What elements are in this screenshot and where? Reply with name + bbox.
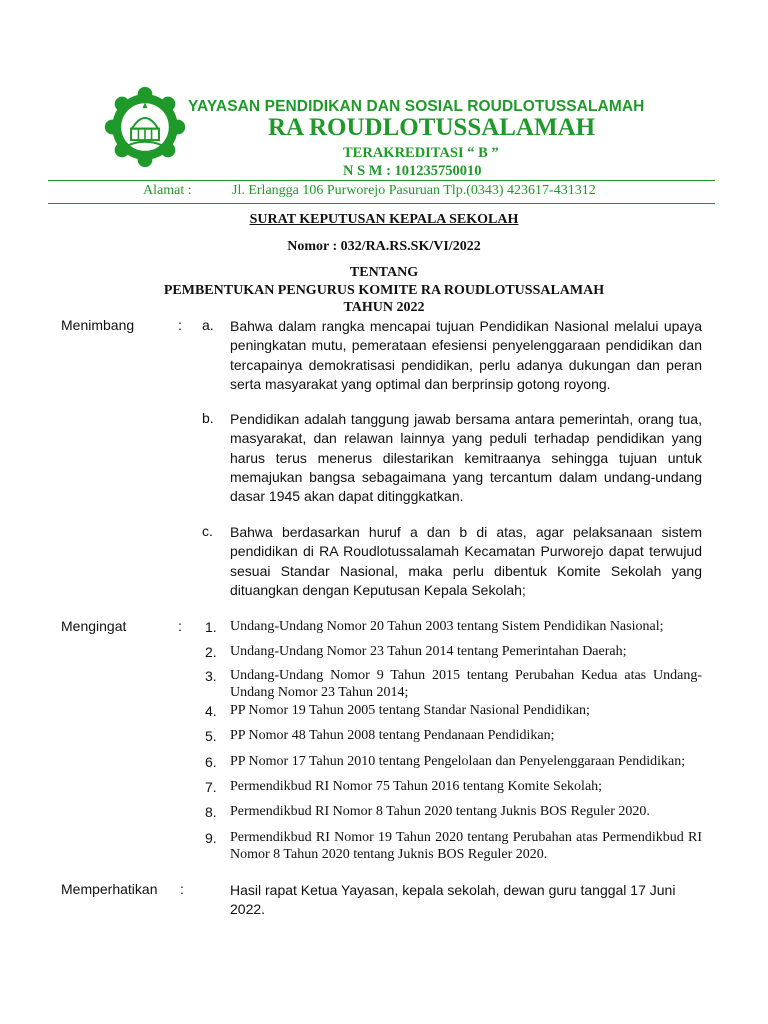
mengingat-item: Permendikbud RI Nomor 75 Tahun 2016 tentang Komite Sekolah; [230, 779, 603, 794]
mengingat-number: 8. [205, 804, 217, 820]
menimbang-marker: b. [202, 410, 214, 426]
memperhatikan-text: Hasil rapat Ketua Yayasan, kepala sekolah, dewan guru tanggal 17 Juni 2022. [230, 882, 676, 918]
decree-year: TAHUN 2022 [343, 300, 425, 315]
mengingat-item: Undang-Undang Nomor 23 Tahun 2014 tentang Pemerintahan Daerah; [230, 644, 627, 659]
mengingat-colon: : [178, 618, 182, 634]
decree-about: TENTANG [349, 265, 419, 280]
address-text: Jl. Erlangga 106 Purworejo Pasuruan Tlp.(0343) 423617-431312 [232, 183, 596, 198]
menimbang-item: Pendidikan adalah tanggung jawab bersama antara pemerintah, orang tua, masyarakat, dan relawan lainnya yang peduli terhadap pendidikan yang harus terus menerus dilestarikan kemitraanya sehingga tujuan untuk memajukan bangsa sebagaimana yang tercantum dalam undang-undang dasar 1945 akan dapat ditinggkatkan. [230, 411, 702, 505]
decree-number: Nomor : 032/RA.RS.SK/VI/2022 [287, 239, 481, 254]
memperhatikan-label: Memperhatikan [61, 881, 158, 897]
mengingat-item: PP Nomor 17 Tahun 2010 tentang Pengelolaan dan Penyelenggaraan Pendidikan; [230, 754, 686, 769]
letterhead-divider-bottom [48, 203, 715, 204]
memperhatikan-colon: : [180, 881, 184, 897]
accreditation: TERAKREDITASI “ B ” [343, 145, 499, 161]
mengingat-number: 2. [205, 644, 217, 660]
menimbang-label: Menimbang [61, 317, 135, 333]
foundation-name: YAYASAN PENDIDIKAN DAN SOSIAL ROUDLOTUSSALAMAH [188, 98, 645, 115]
menimbang-marker: c. [202, 523, 213, 539]
menimbang-marker: a. [202, 317, 214, 333]
mengingat-item: Undang-Undang Nomor 9 Tahun 2015 tentang Perubahan Kedua atas Undang-Undang Nomor 23 Tahun 2014; [230, 668, 702, 700]
school-name: RA ROUDLOTUSSALAMAH [268, 114, 596, 141]
mengingat-item: PP Nomor 19 Tahun 2005 tentang Standar Nasional Pendidikan; [230, 703, 590, 718]
mengingat-number: 1. [205, 619, 217, 635]
mengingat-item: Undang-Undang Nomor 20 Tahun 2003 tentang Sistem Pendidikan Nasional; [230, 619, 664, 634]
mengingat-item: Permendikbud RI Nomor 8 Tahun 2020 tentang Juknis BOS Reguler 2020. [230, 804, 650, 819]
mengingat-number: 9. [205, 830, 217, 846]
mengingat-label: Mengingat [61, 618, 127, 634]
mengingat-number: 6. [205, 754, 217, 770]
nsm-number: N S M : 101235750010 [343, 163, 482, 179]
menimbang-item: Bahwa berdasarkan huruf a dan b di atas, agar pelaksanaan sistem pendidikan di RA Roudlotussalamah Kecamatan Purworejo dapat terwujud sesuai Standar Nasional, maka perlu dibentuk Komite Sekolah yang dituangkan dengan Keputusan Kepala Sekolah; [230, 524, 702, 598]
mengingat-item: PP Nomor 48 Tahun 2008 tentang Pendanaan Pendidikan; [230, 728, 555, 743]
mengingat-number: 5. [205, 728, 217, 744]
address-label: Alamat : [143, 183, 192, 198]
menimbang-item: Bahwa dalam rangka mencapai tujuan Pendidikan Nasional melalui upaya peningkatan mutu, pemerataan efesiensi penyelenggaraan pendidikan dan tercapainya demokratisasi pendidikan, perlu adanya dukungan dan peran serta masyarakat yang optimal dan berprinsip gotong royong. [230, 318, 702, 392]
mengingat-number: 4. [205, 703, 217, 719]
mengingat-number: 3. [205, 668, 217, 684]
mengingat-item: Permendikbud RI Nomor 19 Tahun 2020 tentang Perubahan atas Permendikbud RI Nomor 8 Tahun 2020 tentang Juknis BOS Reguler 2020. [230, 830, 702, 862]
decree-title: SURAT KEPUTUSAN KEPALA SEKOLAH [249, 212, 519, 227]
school-logo [104, 86, 186, 168]
menimbang-colon: : [178, 317, 182, 333]
decree-subject: PEMBENTUKAN PENGURUS KOMITE RA ROUDLOTUSSALAMAH [163, 283, 605, 298]
mengingat-number: 7. [205, 779, 217, 795]
letterhead-divider-top [48, 180, 715, 181]
